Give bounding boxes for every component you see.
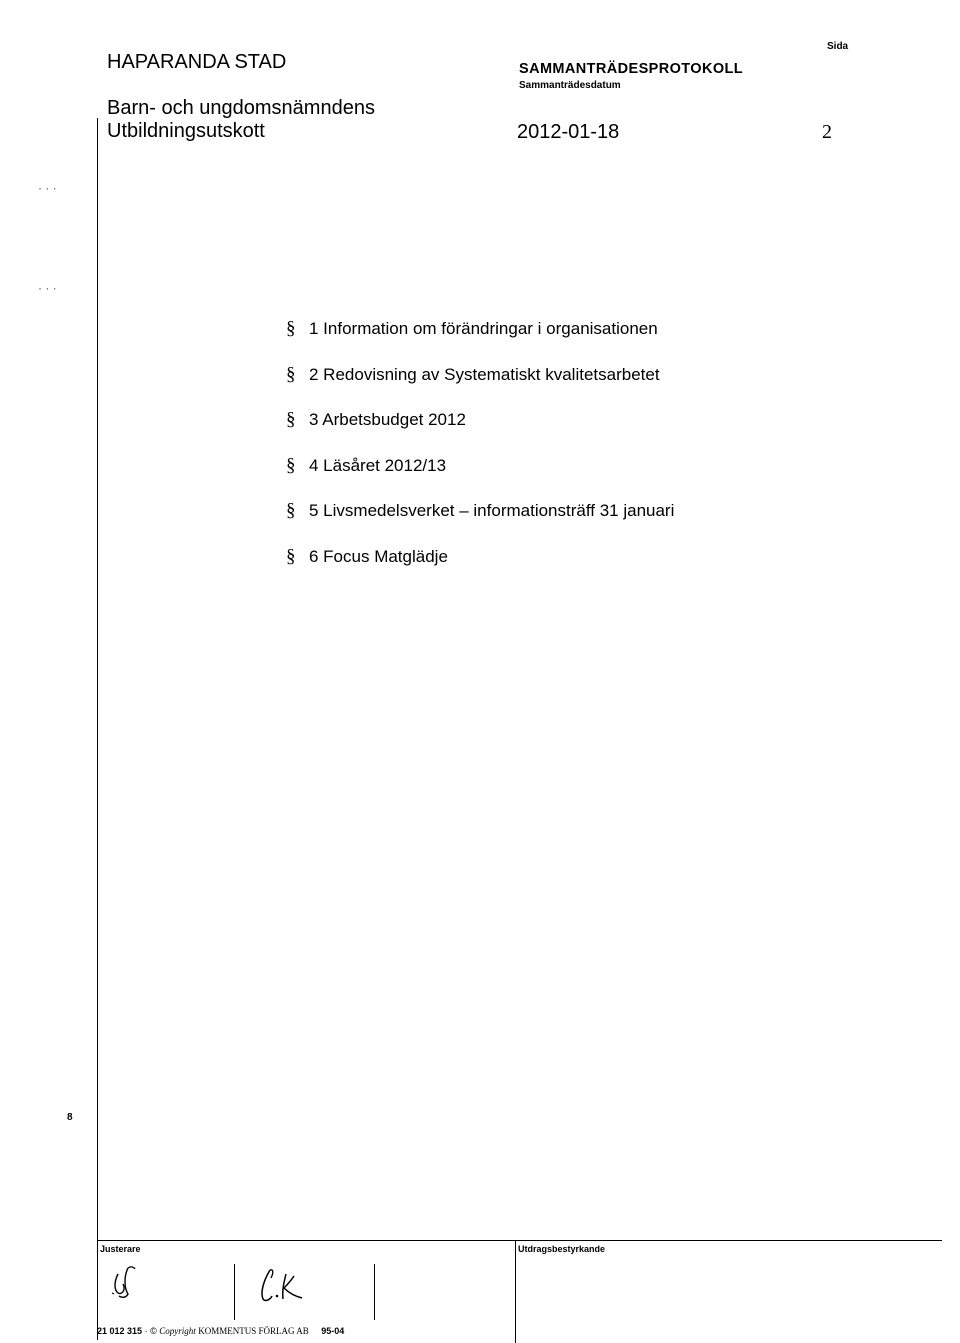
signature-divider <box>234 1264 235 1320</box>
section-symbol: § <box>286 545 296 567</box>
agenda-item-text: 3 Arbetsbudget 2012 <box>309 410 466 429</box>
page-number: 2 <box>822 121 832 143</box>
copyright-word: Copyright <box>159 1326 196 1336</box>
signature-initials-1 <box>104 1260 144 1304</box>
agenda-item-text: 6 Focus Matglädje <box>309 546 448 566</box>
section-symbol: § <box>286 500 296 521</box>
signature-divider <box>374 1264 375 1320</box>
agenda-item <box>286 455 674 501</box>
agenda-list <box>286 318 674 591</box>
agenda-item <box>286 364 674 410</box>
agenda-item <box>286 318 674 364</box>
meeting-date: 2012-01-18 <box>517 121 620 143</box>
page-label: Sida <box>827 41 849 52</box>
margin-line <box>97 118 98 1340</box>
section-symbol: § <box>286 454 296 476</box>
committee-name: Utbildningsutskott <box>107 120 265 142</box>
form-copyright <box>97 1326 344 1336</box>
date-label: Sammanträdesdatum <box>519 80 621 91</box>
agenda-item-text: 4 Läsåret 2012/13 <box>309 455 447 475</box>
section-symbol: § <box>286 409 296 430</box>
agenda-item <box>286 409 674 455</box>
scan-dots: · · · <box>38 181 57 195</box>
agenda-item-text: 1 Information om förändringar i organisationen <box>309 319 658 338</box>
scan-dots: · · · <box>38 281 57 295</box>
footer-divider <box>515 1240 516 1343</box>
signature-initials-2 <box>250 1266 310 1306</box>
utdrag-label: Utdragsbestyrkande <box>518 1244 606 1254</box>
section-symbol: § <box>286 363 296 385</box>
agenda-item-text: 2 Redovisning av Systematiskt kvalitetsarbetet <box>309 364 660 384</box>
organization-name: HAPARANDA STAD <box>107 51 287 73</box>
agenda-item <box>286 546 674 592</box>
form-version: 95-04 <box>321 1326 345 1336</box>
form-code: 21 012 315 <box>97 1326 143 1336</box>
board-name: Barn- och ungdomsnämndens <box>107 97 375 119</box>
justerare-label: Justerare <box>100 1244 141 1254</box>
protocol-title: SAMMANTRÄDESPROTOKOLL <box>519 61 744 77</box>
agenda-item <box>286 500 674 546</box>
copyright-symbol: © <box>150 1326 157 1336</box>
separator: · <box>144 1326 148 1336</box>
section-symbol: § <box>286 318 296 339</box>
agenda-item-text: 5 Livsmedelsverket – informationsträff 31 januari <box>309 501 675 520</box>
margin-mark: 8 <box>67 1112 73 1123</box>
publisher: KOMMENTUS FÖRLAG AB <box>198 1326 309 1336</box>
footer-rule <box>97 1240 942 1241</box>
